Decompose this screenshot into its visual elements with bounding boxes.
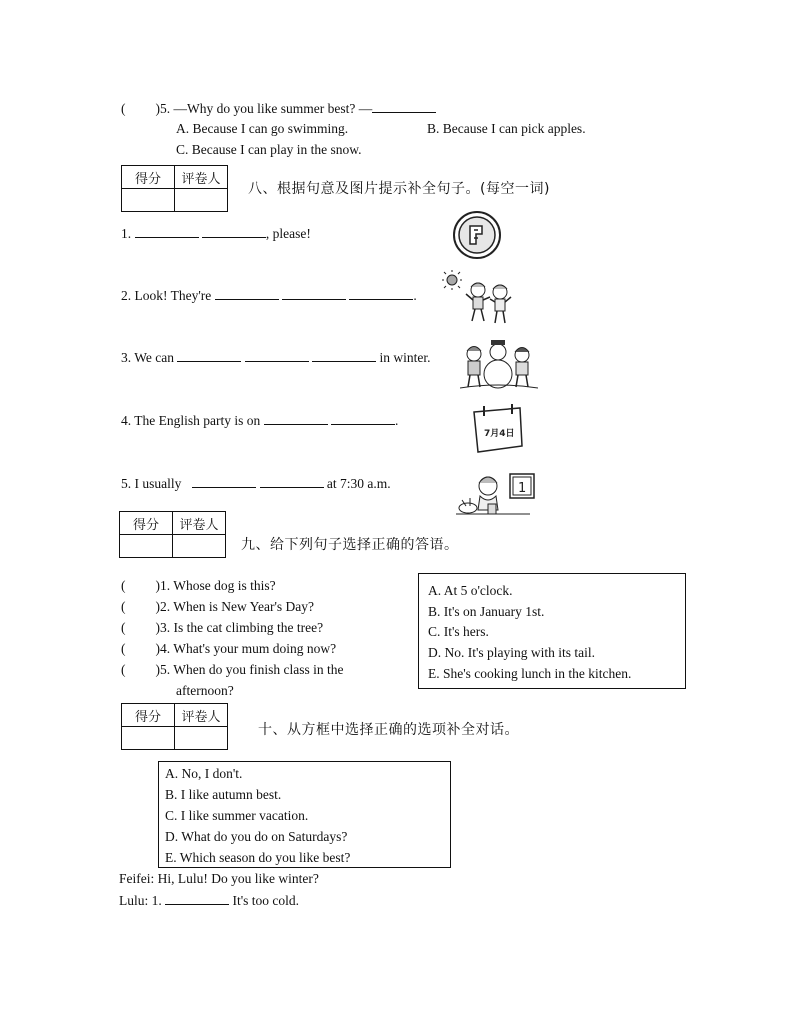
q-text: . xyxy=(413,288,417,303)
option-b: B. Because I can pick apples. xyxy=(427,121,586,136)
grader-cell[interactable] xyxy=(175,189,228,212)
paren-open: ( xyxy=(121,641,126,656)
score-table xyxy=(121,703,228,750)
q-text: . xyxy=(395,413,399,428)
option-c: C. I like summer vacation. xyxy=(165,808,309,823)
q-text: 4. The English party is on xyxy=(121,413,261,428)
q-text: 2. Look! They're xyxy=(121,288,212,303)
answer-blank[interactable] xyxy=(192,475,256,488)
paren-open: ( xyxy=(121,101,126,116)
calendar-date: 7月4日 xyxy=(484,429,515,439)
dialogue-text: It's too cold. xyxy=(232,893,300,908)
score-table xyxy=(121,165,228,212)
section-9-title: 九、给下列句子选择正确的答语。 xyxy=(241,537,459,553)
q-text: at 7:30 a.m. xyxy=(326,476,391,491)
question-text: )1. Whose dog is this? xyxy=(155,578,276,593)
answer-a: A. At 5 o'clock. xyxy=(428,583,513,598)
section-8-title: 八、根据句意及图片提示补全句子。(每空一词) xyxy=(248,181,550,197)
score-label: 得分 xyxy=(120,512,173,535)
answer-blank[interactable] xyxy=(282,287,346,300)
sec9-q2 xyxy=(121,599,314,615)
q-text: 5. I usually xyxy=(121,476,182,491)
q-text: 3. We can xyxy=(121,350,175,365)
paren-open: ( xyxy=(121,662,126,677)
speaker-number: Lulu: 1. xyxy=(119,893,162,908)
paren-open: ( xyxy=(121,578,126,593)
paren-open: ( xyxy=(121,599,126,614)
sec8-q4 xyxy=(121,412,398,429)
sec9-q3 xyxy=(121,620,323,636)
calendar-icon xyxy=(470,404,526,454)
answer-blank[interactable] xyxy=(215,287,279,300)
sec7-q5-line xyxy=(121,100,436,117)
question-text: )4. What's your mum doing now? xyxy=(155,641,337,656)
score-label: 得分 xyxy=(122,704,175,727)
score-cell[interactable] xyxy=(122,189,175,212)
grader-label: 评卷人 xyxy=(175,166,228,189)
sec9-q4 xyxy=(121,641,336,657)
q-number: 1. xyxy=(121,226,132,241)
q-text: in winter. xyxy=(379,350,431,365)
answer-blank[interactable] xyxy=(245,349,309,362)
answer-e: E. She's cooking lunch in the kitchen. xyxy=(428,666,632,681)
option-b: B. I like autumn best. xyxy=(165,787,282,802)
sec8-q1 xyxy=(121,225,311,242)
answer-blank[interactable] xyxy=(349,287,413,300)
option-c: C. Because I can play in the snow. xyxy=(176,142,362,157)
section-10-title: 十、从方框中选择正确的选项补全对话。 xyxy=(258,722,519,738)
answer-blank[interactable] xyxy=(372,100,436,113)
dialogue-line-1: Feifei: Hi, Lulu! Do you like winter? xyxy=(119,871,319,886)
sec8-q3 xyxy=(121,349,431,366)
score-label: 得分 xyxy=(122,166,175,189)
score-cell[interactable] xyxy=(120,535,173,558)
grader-cell[interactable] xyxy=(175,727,228,750)
grader-label: 评卷人 xyxy=(173,512,226,535)
answer-c: C. It's hers. xyxy=(428,624,489,639)
option-e: E. Which season do you like best? xyxy=(165,850,351,865)
boy-eating-breakfast-icon xyxy=(456,472,536,522)
sec9-q5-cont: afternoon? xyxy=(176,683,234,698)
answer-blank[interactable] xyxy=(165,892,229,905)
option-a: A. No, I don't. xyxy=(165,766,243,781)
sec8-q5 xyxy=(121,475,391,492)
score-table xyxy=(119,511,226,558)
answer-blank[interactable] xyxy=(260,475,324,488)
sec9-q1 xyxy=(121,578,276,594)
answer-blank[interactable] xyxy=(331,412,395,425)
grader-cell[interactable] xyxy=(173,535,226,558)
dialogue-line-2 xyxy=(119,892,299,909)
question-text: )2. When is New Year's Day? xyxy=(155,599,315,614)
clock-digit: 1 xyxy=(518,481,527,496)
answer-blank[interactable] xyxy=(135,225,199,238)
answer-blank[interactable] xyxy=(312,349,376,362)
q-number: )5. xyxy=(155,101,171,116)
sec8-q2 xyxy=(121,287,417,304)
question-text: )3. Is the cat climbing the tree? xyxy=(155,620,324,635)
answer-blank[interactable] xyxy=(202,225,266,238)
answer-blank[interactable] xyxy=(264,412,328,425)
option-a: A. Because I can go swimming. xyxy=(176,121,349,136)
score-cell[interactable] xyxy=(122,727,175,750)
q-text: , please! xyxy=(265,226,311,241)
question-text: —Why do you like summer best? — xyxy=(173,101,373,116)
answer-b: B. It's on January 1st. xyxy=(428,604,545,619)
paren-open: ( xyxy=(121,620,126,635)
answer-d: D. No. It's playing with its tail. xyxy=(428,645,596,660)
no-smoking-sign-icon xyxy=(452,210,502,260)
sec9-q5 xyxy=(121,662,343,678)
snowman-kids-icon xyxy=(460,338,538,390)
children-playing-icon xyxy=(442,270,514,326)
grader-label: 评卷人 xyxy=(175,704,228,727)
answer-blank[interactable] xyxy=(177,349,241,362)
option-d: D. What do you do on Saturdays? xyxy=(165,829,348,844)
question-text: )5. When do you finish class in the xyxy=(155,662,344,677)
